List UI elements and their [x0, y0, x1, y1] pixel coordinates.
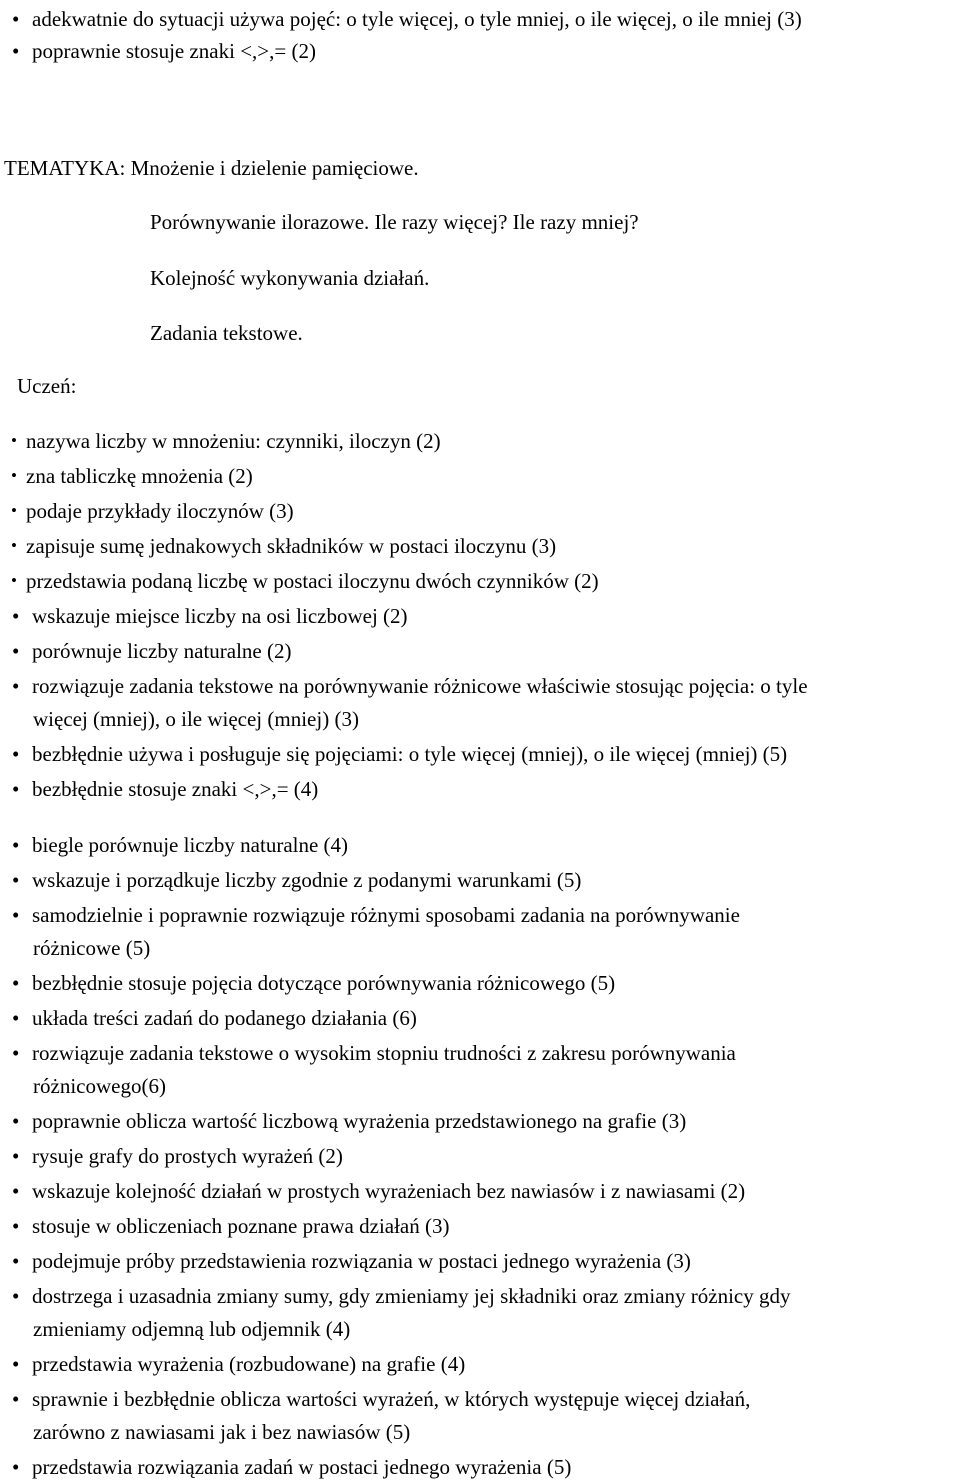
bullet-icon: •	[12, 674, 20, 698]
bullet-icon: •	[12, 1249, 20, 1273]
bullet-icon: •	[12, 777, 20, 801]
uczen-label: Uczeń:	[17, 374, 77, 398]
bullet-icon: •	[12, 39, 20, 63]
bullet-icon: •	[12, 7, 20, 31]
bullet-icon: •	[12, 639, 20, 663]
bullet-icon: •	[12, 971, 20, 995]
bullet-icon: •	[11, 466, 17, 485]
bullet-icon: •	[11, 536, 17, 555]
bullet-icon: •	[12, 1284, 20, 1308]
bullet-icon: •	[12, 1179, 20, 1203]
bullet-icon: •	[12, 742, 20, 766]
bullet-icon: •	[11, 431, 17, 450]
list-item-continuation: zarówno z nawiasami jak i bez nawiasów (5)	[33, 1420, 411, 1444]
bullet-icon: •	[12, 1109, 20, 1133]
topic-line: Porównywanie ilorazowe. Ile razy więcej? Ile razy mniej?	[150, 210, 639, 234]
bullet-icon: •	[12, 833, 20, 857]
bullet-icon: •	[12, 903, 20, 927]
bullet-icon: •	[12, 1006, 20, 1030]
tematyka-heading: TEMATYKA: Mnożenie i dzielenie pamięciowe.	[4, 156, 419, 180]
list-item-continuation: różnicowe (5)	[33, 936, 151, 960]
bullet-icon: •	[12, 868, 20, 892]
bullet-icon: •	[11, 501, 17, 520]
bullet-icon: •	[12, 604, 20, 628]
list-item-continuation: różnicowego(6)	[33, 1074, 166, 1098]
list-item-continuation: więcej (mniej), o ile więcej (mniej) (3)	[33, 707, 359, 731]
bullet-icon: •	[12, 1352, 20, 1376]
topic-line: Zadania tekstowe.	[150, 321, 303, 345]
bullet-icon: •	[12, 1387, 20, 1411]
bullet-icon: •	[12, 1214, 20, 1238]
bullet-icon: •	[12, 1041, 20, 1065]
list-item-continuation: zmieniamy odjemną lub odjemnik (4)	[33, 1317, 351, 1341]
topic-line: Kolejność wykonywania działań.	[150, 266, 430, 290]
bullet-icon: •	[11, 571, 17, 590]
bullet-icon: •	[12, 1144, 20, 1168]
bullet-icon: •	[12, 1455, 20, 1479]
